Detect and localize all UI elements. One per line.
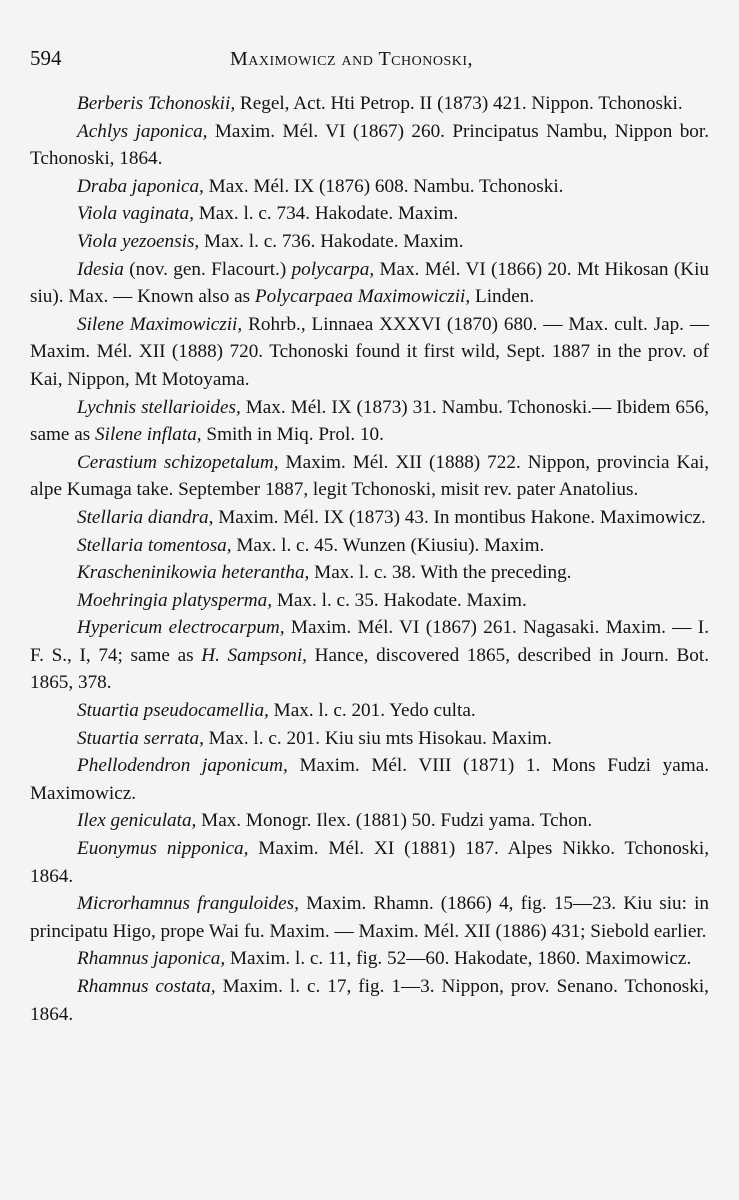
species-citation: Max. l. c. 201. Yedo culta. [273,700,476,722]
species-entry [30,973,709,1028]
species-name: Moehringia platysperma, [77,589,273,611]
species-synonym: Silene inflata, [95,424,202,446]
species-name: Viola yezoensis, [77,230,200,252]
species-citation: Maxim. Mél. VI (1867) 261. Nagasaki. Maxim. — I. F. S., I, 74; same as [30,617,709,666]
species-citation: Hance, discovered 1865, described in Journ. Bot. 1865, 378. [30,644,710,694]
species-name: Krascheninikowia heterantha, [77,562,310,584]
species-entry [30,835,709,890]
species-name: Stuartia pseudocamellia, [77,700,269,722]
species-citation: Max. Mél. IX (1873) 31. Nambu. Tchonoski.— Ibidem 656, same as [30,396,709,446]
species-entry [30,200,709,228]
species-citation: Max. l. c. 38. With the preceding. [314,562,572,584]
species-citation: Maxim. Mél. XI (1881) 187. Alpes Nikko. Tchonoski, 1864. [30,838,709,887]
species-citation: Max. l. c. 45. Wunzen (Kiusiu). Maxim. [236,534,545,556]
species-citation: Maxim. l. c. 17, fig. 1—3. Nippon, prov. Senano. Tchonoski, 1864. [30,976,709,1025]
species-citation: Max. l. c. 736. Hakodate. Maxim. [204,230,464,252]
page-number: 594 [30,46,62,70]
species-name: Hypericum electrocarpum, [77,617,285,639]
species-citation: Smith in Miq. Prol. 10. [206,424,384,446]
species-entry [30,311,709,394]
species-citation: Maxim. Mél. VI (1867) 260. Principatus Nambu, Nippon bor. Tchonoski, 1864. [30,120,710,170]
page-header [30,40,709,80]
species-name: Microrhamnus franguloides, [77,893,299,915]
species-name: Stuartia serrata, [77,727,204,749]
species-citation: Maxim. Rhamn. (1866) 4, fig. 15—23. Kiu siu: in principatu Higo, prope Wai fu. Maxim. — Maxim. Mél. XII (1886) 431; Siebold earlier. [30,893,710,942]
species-entry [30,228,709,256]
species-name: Rhamnus japonica, [77,948,226,970]
species-entry [30,256,709,311]
species-entry [30,614,709,697]
species-synonym: Polycarpaea Maximowiczii, [254,286,471,308]
species-entry [30,697,709,725]
species-entry [30,945,709,973]
species-name: Rhamnus costata, [77,976,216,997]
species-epithet: polycarpa, [291,258,375,280]
species-name: Silene Maximowiczii, [77,313,243,335]
species-name: Ilex geniculata, [77,810,197,832]
species-list [30,90,709,1028]
species-citation: (nov. gen. Flacourt.) [129,258,287,280]
species-citation: Regel, Act. Hti Petrop. II (1873) 421. Nippon. Tchonoski. [239,93,683,114]
species-name: Berberis Tchonoskii, [77,93,236,114]
species-entry [30,752,709,807]
species-entry [30,587,709,615]
species-entry [30,504,709,532]
species-citation: Max. Mél. VI (1866) 20. Mt Hikosan (Kiu siu). Max. — Known also as [30,258,709,308]
species-entry [30,118,709,173]
species-citation: Maxim. Mél. VIII (1871) 1. Mons Fudzi yama. Maximowicz. [30,755,710,804]
species-entry [30,807,709,835]
species-citation: Max. Monogr. Ilex. (1881) 50. Fudzi yama. Tchon. [201,810,593,832]
species-name: Viola vaginata, [77,203,194,225]
species-name: Phellodendron japonicum, [77,755,288,777]
species-citation: Maxim. l. c. 11, fig. 52—60. Hakodate, 1860. Maximowicz. [229,948,692,970]
species-entry [30,394,709,449]
species-entry [30,532,709,560]
species-entry [30,559,709,587]
species-citation: Maxim. Mél. IX (1873) 43. In montibus Hakone. Maximowicz. [218,506,706,528]
species-name: Lychnis stellarioides, [77,396,241,418]
species-citation: Rohrb., Linnaea XXXVI (1870) 680. — Max. cult. Jap. — Maxim. Mél. XII (1888) 720. Tchonoski found it first wild, Sept. 1887 in the prov. of Kai, Nippon, Mt Motoyama. [30,313,710,390]
species-name: Stellaria diandra, [77,506,214,528]
species-entry [30,725,709,753]
species-entry [30,890,709,945]
species-citation: Maxim. Mél. XII (1888) 722. Nippon, provincia Kai, alpe Kumaga take. September 1887, legit Tchonoski, misit rev. pater Anatolius. [30,451,709,501]
species-entry [30,449,709,504]
species-citation: Max. l. c. 201. Kiu siu mts Hisokau. Maxim. [208,727,552,749]
species-citation: Linden. [474,286,535,308]
species-name: Euonymus nipponica, [77,838,249,860]
species-name: Stellaria tomentosa, [77,534,232,556]
species-synonym: H. Sampsoni, [201,644,307,666]
species-entry [30,90,709,118]
species-entry [30,173,709,201]
species-name: Draba japonica, [77,175,204,197]
species-name: Idesia [77,258,124,280]
species-name: Cerastium schizopetalum, [77,451,279,473]
running-head: Maximowicz and Tchonoski, [230,48,474,70]
species-citation: Max. Mél. IX (1876) 608. Nambu. Tchonoski. [208,175,564,197]
species-name: Achlys japonica, [77,120,208,142]
species-citation: Max. l. c. 35. Hakodate. Maxim. [276,589,527,611]
species-citation: Max. l. c. 734. Hakodate. Maxim. [198,203,459,225]
